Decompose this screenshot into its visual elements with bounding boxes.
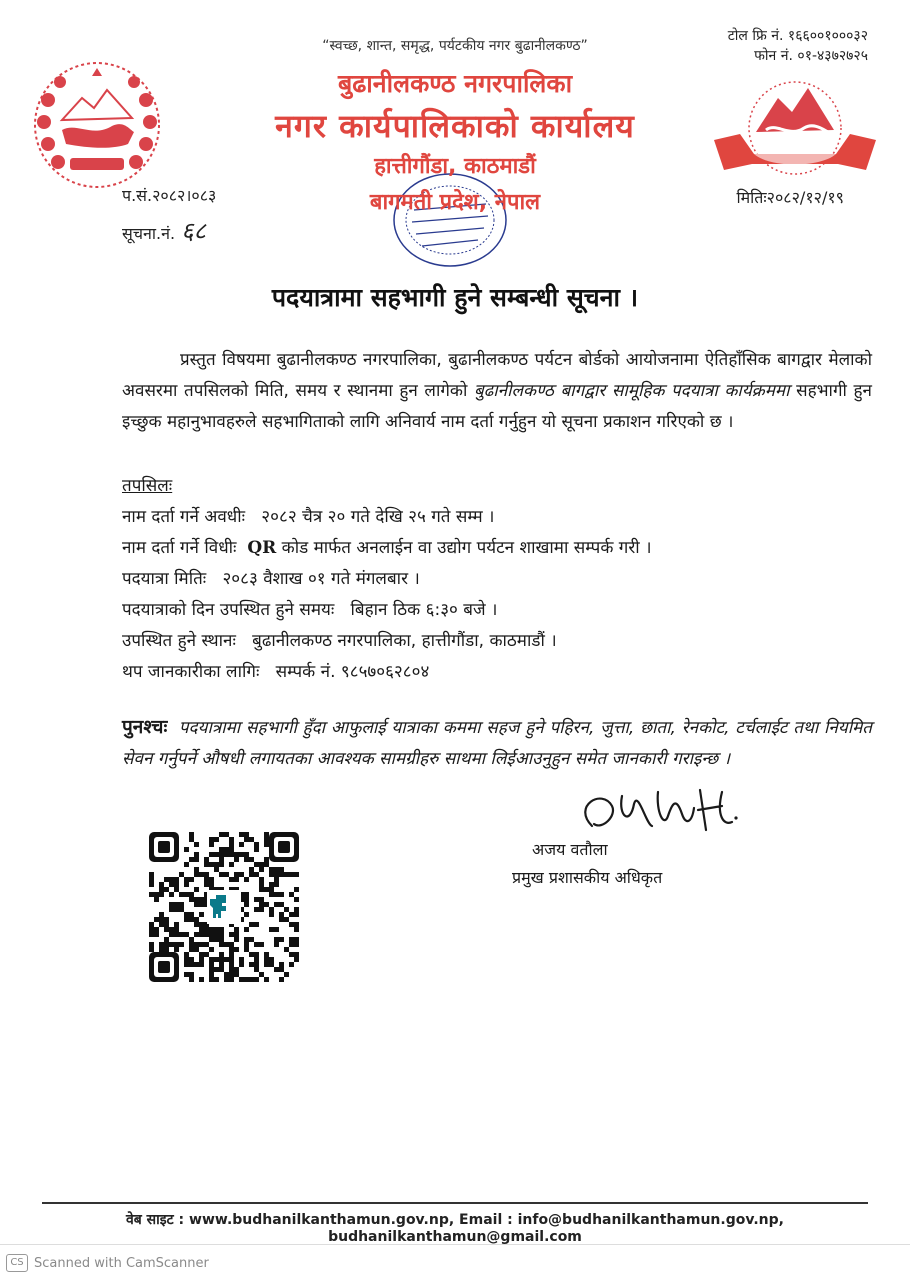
notice-number-value: ६८ bbox=[181, 217, 207, 245]
detail-value: कोड मार्फत अनलाईन वा उद्योग पर्यटन शाखामा सम्पर्क गरी । bbox=[281, 538, 652, 558]
tagline: “स्वच्छ, शान्त, समृद्ध, पर्यटकीय नगर बुढानीलकण्ठ” bbox=[322, 38, 588, 54]
detail-contact bbox=[122, 659, 429, 682]
scanner-divider bbox=[0, 1244, 910, 1245]
detail-label: उपस्थित हुने स्थानः bbox=[122, 631, 236, 651]
notice-date: मितिः२०८२/१२/१९ bbox=[736, 188, 844, 207]
postscript-label: पुनश्चः bbox=[122, 716, 168, 738]
scanner-watermark bbox=[6, 1254, 209, 1272]
detail-label: नाम दर्ता गर्ने अवधीः bbox=[122, 507, 246, 527]
signatory-name: अजय वतौला bbox=[532, 840, 608, 859]
office-province: बागमती प्रदेश, नेपाल bbox=[369, 190, 541, 215]
detail-label: थप जानकारीका लागिः bbox=[122, 662, 260, 682]
notice-number-label: सूचना.नं. bbox=[122, 224, 176, 243]
detail-value: २०८२ चैत्र २० गते देखि २५ गते सम्म । bbox=[261, 507, 495, 527]
camscanner-logo-icon: CS bbox=[6, 1254, 28, 1272]
detail-value: सम्पर्क नं. ९८५७०६२८०४ bbox=[275, 662, 430, 682]
detail-walk-date bbox=[122, 566, 420, 589]
detail-value: बिहान ठिक ६:३० बजे । bbox=[350, 600, 498, 620]
paragraph-text-1: प्रस्तुत विषयमा बुढानीलकण्ठ नगरपालिका, बुढानीलकण्ठ पर्यटन बोर्डको आयोजनामा ऐतिहाँसिक बागद्वार मेलाको अवसरमा तपसिलको मिति, समय र स्थानमा हुन लागेको bbox=[122, 350, 872, 401]
footer-contact: वेब साइट : www.budhanilkanthamun.gov.np, Email : info@budhanilkanthamun.gov.np, budhanilkanthamun@gmail.com bbox=[126, 1212, 784, 1245]
signatory-title: प्रमुख प्रशासकीय अधिकृत bbox=[512, 868, 663, 887]
notice-title: पदयात्रामा सहभागी हुने सम्बन्धी सूचना । bbox=[271, 283, 639, 312]
toll-free-number: टोल फ्रि नं. १६६००१०००३२ bbox=[727, 28, 868, 44]
phone-number: फोन नं. ०१-४३७२७२५ bbox=[754, 48, 868, 64]
detail-qr-text: QR bbox=[247, 538, 277, 558]
office-location: हात्तीगौंडा, काठमाडौं bbox=[374, 154, 536, 179]
office-name: नगर कार्यपालिकाको कार्यालय bbox=[275, 107, 635, 145]
postscript-text: पदयात्रामा सहभागी हुँदा आफुलाई यात्राका कममा सहज हुने पहिरन, जुत्ता, छाता, रेनकोट, टर्चलाईट तथा नियमित सेवन गर्नुपर्ने औषधी लगायतका आवश्यक सामग्रीहरु साथमा लिईआउनुहुन समेत जानकारी गराइन्छ । bbox=[122, 718, 872, 769]
detail-registration-method bbox=[122, 535, 652, 558]
postscript bbox=[122, 712, 872, 775]
detail-label: नाम दर्ता गर्ने विधीः bbox=[122, 538, 237, 558]
notice-number bbox=[122, 214, 206, 247]
footer-divider bbox=[42, 1202, 868, 1204]
detail-value: बुढानीलकण्ठ नगरपालिका, हात्तीगौंडा, काठमाडौं । bbox=[252, 631, 557, 651]
detail-registration-period bbox=[122, 504, 494, 527]
detail-label: पदयात्रा मितिः bbox=[122, 569, 207, 589]
detail-attendance-time bbox=[122, 597, 497, 620]
paragraph-text-2: सहभागी हुन इच्छुक महानुभावहरुले सहभागिताको लागि अनिवार्य नाम दर्ता गर्नुहुन यो सूचना प्रकाशन गरिएको छ । bbox=[122, 381, 872, 432]
scanner-text: Scanned with CamScanner bbox=[34, 1255, 209, 1271]
detail-label: पदयात्राको दिन उपस्थित हुने समयः bbox=[122, 600, 335, 620]
municipality-name: बुढानीलकण्ठ नगरपालिका bbox=[337, 69, 573, 98]
signature-icon bbox=[572, 786, 742, 846]
detail-value: २०८३ वैशाख ०१ गते मंगलबार । bbox=[222, 569, 420, 589]
details-heading: तपसिलः bbox=[122, 476, 173, 496]
notice-paragraph bbox=[122, 345, 872, 438]
office-seal-icon bbox=[390, 170, 510, 270]
qr-code-icon bbox=[147, 830, 301, 984]
paragraph-event-name: बुढानीलकण्ठ बागद्वार सामूहिक पदयात्रा कार्यक्रममा bbox=[474, 381, 790, 401]
detail-attendance-place bbox=[122, 628, 557, 651]
reference-number: प.सं.२०८२।०८३ bbox=[122, 186, 217, 205]
